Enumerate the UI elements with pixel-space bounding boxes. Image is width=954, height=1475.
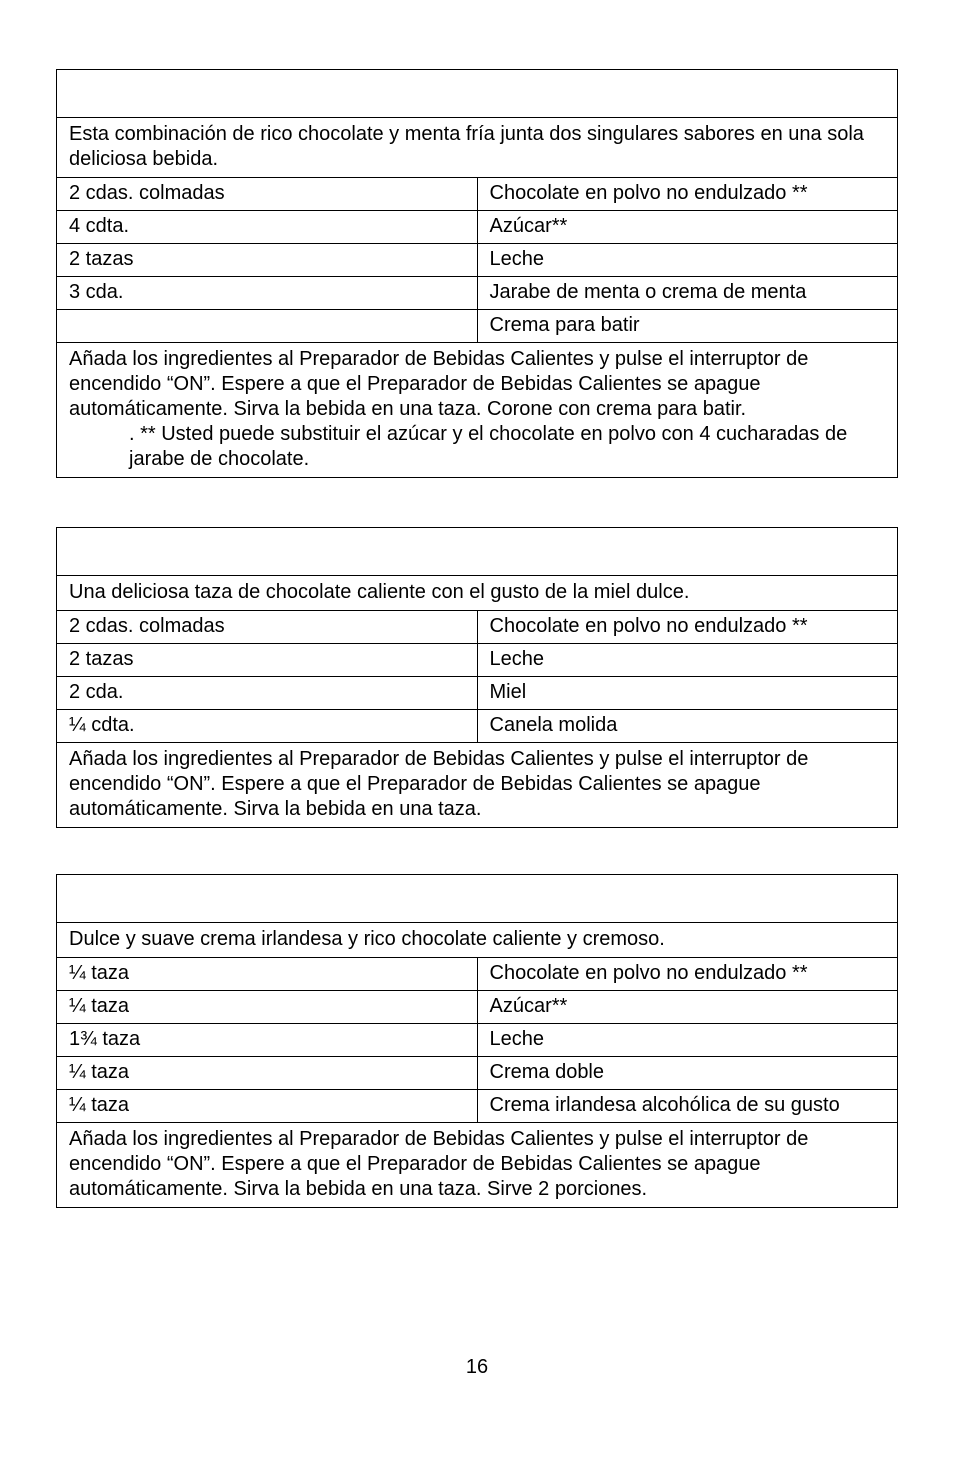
ingredient-item: Crema irlandesa alcohólica de su gusto bbox=[477, 1090, 898, 1123]
ingredient-item: Azúcar** bbox=[477, 211, 898, 244]
recipe-description-row bbox=[57, 118, 898, 178]
ingredient-quantity: 2 cda. bbox=[57, 677, 478, 710]
ingredient-row bbox=[57, 1090, 898, 1123]
recipe-instructions-row bbox=[57, 343, 898, 478]
ingredient-quantity: 2 tazas bbox=[57, 244, 478, 277]
ingredient-row bbox=[57, 611, 898, 644]
ingredient-item: Leche bbox=[477, 1024, 898, 1057]
ingredient-quantity: ¼ taza bbox=[57, 991, 478, 1024]
ingredient-row bbox=[57, 178, 898, 211]
recipe-instructions-row bbox=[57, 1123, 898, 1208]
recipe-description-row bbox=[57, 923, 898, 958]
ingredient-row bbox=[57, 1024, 898, 1057]
ingredient-quantity: 4 cdta. bbox=[57, 211, 478, 244]
recipe-title-row bbox=[57, 70, 898, 118]
ingredient-quantity: 2 cdas. colmadas bbox=[57, 611, 478, 644]
ingredient-quantity bbox=[57, 310, 478, 343]
recipe-title-row bbox=[57, 875, 898, 923]
ingredient-row bbox=[57, 991, 898, 1024]
ingredient-quantity: ¼ taza bbox=[57, 1057, 478, 1090]
instructions-text: Añada los ingredientes al Preparador de Bebidas Calientes y pulse el interruptor de encendido “ON”. Espere a que el Preparador de Bebidas Calientes se apague automáticamente. Sirva la bebida en una taza. Corone con crema para batir. bbox=[69, 348, 809, 420]
recipe-table-2 bbox=[56, 527, 898, 828]
recipe-instructions-row bbox=[57, 743, 898, 828]
ingredient-quantity: 2 tazas bbox=[57, 644, 478, 677]
ingredient-item: Chocolate en polvo no endulzado ** bbox=[477, 958, 898, 991]
recipe-description: Una deliciosa taza de chocolate caliente con el gusto de la miel dulce. bbox=[57, 576, 898, 611]
ingredient-item: Canela molida bbox=[477, 710, 898, 743]
recipe-description: Esta combinación de rico chocolate y menta fría junta dos singulares sabores en una sola deliciosa bebida. bbox=[57, 118, 898, 178]
page-number: 16 bbox=[465, 1356, 489, 1378]
ingredient-quantity: ¼ taza bbox=[57, 1090, 478, 1123]
ingredient-item: Crema doble bbox=[477, 1057, 898, 1090]
recipe-title-row bbox=[57, 528, 898, 576]
ingredient-item: Crema para batir bbox=[477, 310, 898, 343]
ingredient-row bbox=[57, 958, 898, 991]
ingredient-row bbox=[57, 310, 898, 343]
recipe-instructions: Añada los ingredientes al Preparador de Bebidas Calientes y pulse el interruptor de encendido “ON”. Espere a que el Preparador de Bebidas Calientes se apague automáticamente. Sirva la bebida en una taza. Sirve 2 porciones. bbox=[57, 1123, 898, 1208]
ingredient-row bbox=[57, 644, 898, 677]
substitution-note: . ** Usted puede substituir el azúcar y el chocolate en polvo con 4 cucharadas de jarabe de chocolate. bbox=[129, 423, 848, 470]
ingredient-row bbox=[57, 677, 898, 710]
recipe-title bbox=[57, 875, 898, 923]
recipe-description-row bbox=[57, 576, 898, 611]
ingredient-row bbox=[57, 710, 898, 743]
recipe-table-3 bbox=[56, 874, 898, 1208]
ingredient-row bbox=[57, 211, 898, 244]
ingredient-quantity: 2 cdas. colmadas bbox=[57, 178, 478, 211]
ingredient-row bbox=[57, 1057, 898, 1090]
ingredient-item: Azúcar** bbox=[477, 991, 898, 1024]
recipe-instructions bbox=[57, 343, 898, 478]
recipe-description: Dulce y suave crema irlandesa y rico chocolate caliente y cremoso. bbox=[57, 923, 898, 958]
ingredient-item: Jarabe de menta o crema de menta bbox=[477, 277, 898, 310]
ingredient-quantity: 1¾ taza bbox=[57, 1024, 478, 1057]
ingredient-item: Chocolate en polvo no endulzado ** bbox=[477, 611, 898, 644]
ingredient-item: Leche bbox=[477, 244, 898, 277]
ingredient-item: Leche bbox=[477, 644, 898, 677]
ingredient-quantity: ¼ cdta. bbox=[57, 710, 478, 743]
ingredient-item: Chocolate en polvo no endulzado ** bbox=[477, 178, 898, 211]
recipe-title bbox=[57, 70, 898, 118]
recipe-table-1 bbox=[56, 69, 898, 478]
ingredient-row bbox=[57, 277, 898, 310]
ingredient-quantity: ¼ taza bbox=[57, 958, 478, 991]
recipe-title bbox=[57, 528, 898, 576]
ingredient-quantity: 3 cda. bbox=[57, 277, 478, 310]
ingredient-row bbox=[57, 244, 898, 277]
recipe-instructions: Añada los ingredientes al Preparador de Bebidas Calientes y pulse el interruptor de encendido “ON”. Espere a que el Preparador de Bebidas Calientes se apague automáticamente. Sirva la bebida en una taza. bbox=[57, 743, 898, 828]
ingredient-item: Miel bbox=[477, 677, 898, 710]
